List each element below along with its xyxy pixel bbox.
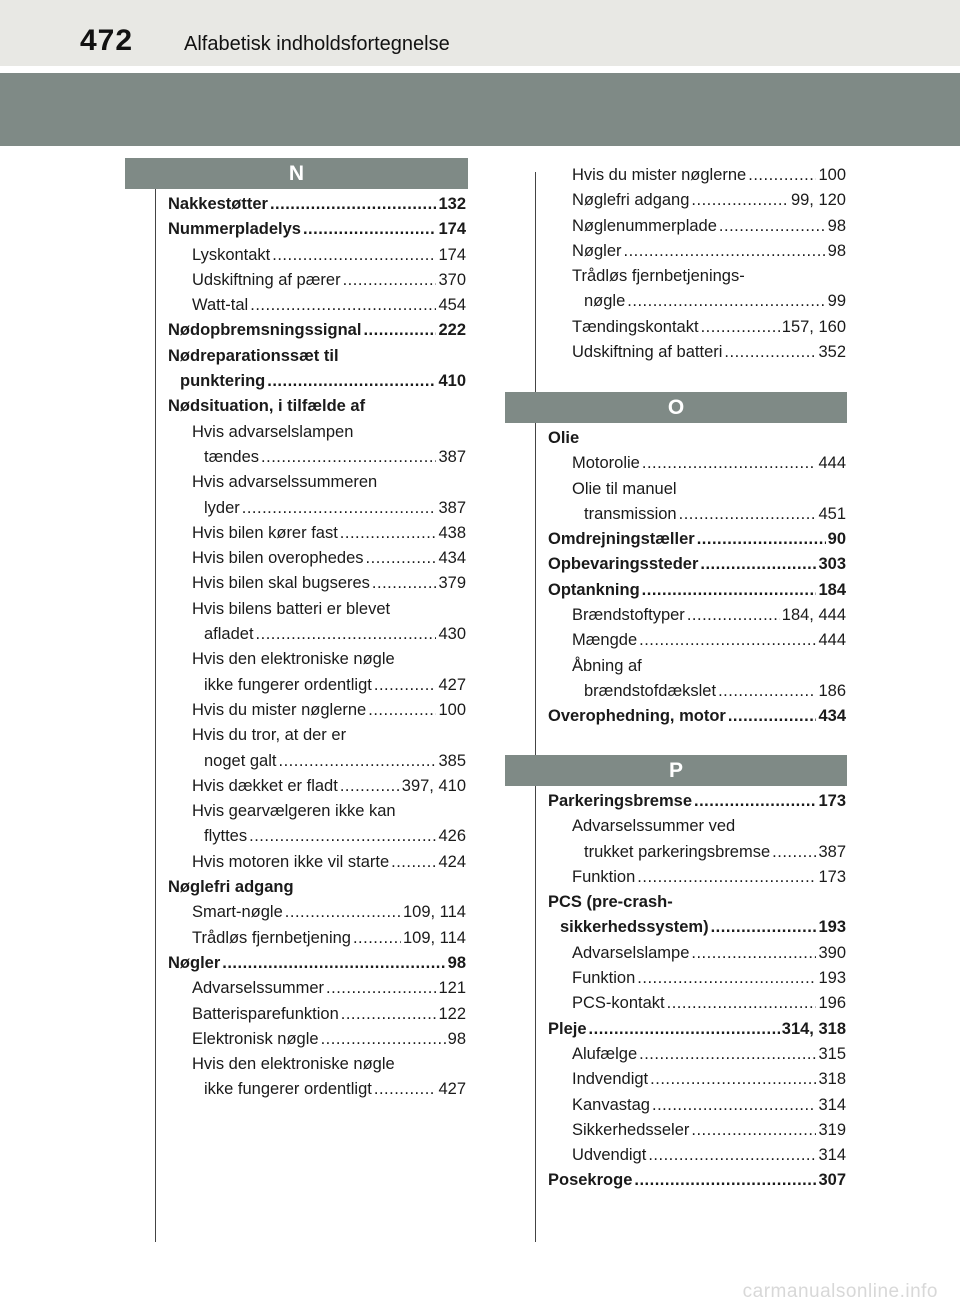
right-column-rule <box>535 172 536 1242</box>
dot-leader <box>270 192 437 217</box>
index-entry-text: Olie <box>548 429 580 447</box>
index-entry <box>168 1027 466 1052</box>
index-entry-page: 434 <box>438 549 466 568</box>
index-entry-text: Elektronisk nøgle <box>192 1029 319 1048</box>
index-entry <box>548 890 846 915</box>
index-entry-page: 454 <box>438 296 466 315</box>
dot-leader <box>691 188 789 213</box>
dot-leader <box>772 840 816 865</box>
index-entry-page: 314 <box>818 1095 846 1114</box>
index-entry-text: Advarselssummer <box>192 979 325 998</box>
index-entry-text: Advarselslampe <box>572 943 690 962</box>
index-entry <box>168 875 466 900</box>
index-entry-page: 132 <box>438 195 466 213</box>
index-entry-page: 379 <box>438 574 466 593</box>
index-entry-text: Indvendigt <box>572 1070 649 1089</box>
dot-leader <box>724 340 816 365</box>
index-entry <box>548 1168 846 1193</box>
index-entry <box>168 597 466 622</box>
index-entry-page: 397, 410 <box>401 776 466 795</box>
index-entry-text: Åbning af <box>572 656 642 675</box>
index-column-right-top <box>548 163 846 365</box>
index-entry-text: Hvis du mister nøglerne <box>572 166 747 184</box>
index-entry-page: 109, 114 <box>402 928 466 947</box>
index-entry-page: 173 <box>818 792 846 810</box>
index-entry-page: 98 <box>827 241 846 260</box>
section-header-p: P <box>505 755 847 786</box>
index-entry <box>548 451 846 476</box>
index-entry <box>168 951 466 976</box>
index-entry-text: Posekroge <box>548 1171 633 1190</box>
dot-leader <box>391 850 436 875</box>
index-entry <box>548 477 846 502</box>
dot-leader <box>222 951 445 976</box>
index-entry <box>168 268 466 293</box>
index-entry-text: Nakkestøtter <box>168 195 268 213</box>
dot-leader <box>341 1002 437 1027</box>
index-entry <box>168 470 466 495</box>
dot-leader <box>642 451 817 476</box>
index-entry-page: 387 <box>438 498 466 517</box>
dot-leader <box>637 865 816 890</box>
index-entry <box>168 496 466 521</box>
index-entry <box>168 546 466 571</box>
index-entry-text: Watt-tal <box>192 296 249 315</box>
index-entry <box>548 340 846 365</box>
dot-leader <box>748 163 816 188</box>
index-entry-text: Nødopbremsningssignal <box>168 321 362 340</box>
dot-leader <box>326 976 436 1001</box>
dot-leader <box>340 521 437 546</box>
page-title: Alfabetisk indholdsfortegnelse <box>184 33 450 55</box>
index-entry-page: 99 <box>827 292 846 311</box>
index-entry-page: 99, 120 <box>790 191 846 210</box>
index-entry-text: Hvis bilen kører fast <box>192 523 338 542</box>
index-entry-page: 427 <box>438 675 466 694</box>
index-entry-text: Smart-nøgle <box>192 903 283 922</box>
dot-leader <box>648 1143 816 1168</box>
index-entry-page: 319 <box>818 1120 846 1139</box>
index-entry-page: 184 <box>818 580 846 599</box>
index-column-left <box>168 192 466 1103</box>
index-entry-text: brændstofdækslet <box>584 681 717 700</box>
dot-leader <box>639 1042 816 1067</box>
dot-leader <box>642 578 817 603</box>
index-entry-text: tændes <box>204 447 260 466</box>
index-entry <box>548 814 846 839</box>
dot-leader <box>728 704 817 729</box>
index-entry-page: 109, 114 <box>402 903 466 922</box>
index-entry-page: 307 <box>818 1171 846 1190</box>
index-entry-text: punktering <box>180 372 266 391</box>
header-bar <box>0 0 960 66</box>
index-entry-text: Hvis du tror, at der er <box>192 726 347 745</box>
index-entry-text: Kanvastag <box>572 1095 650 1114</box>
index-entry-text: Olie til manuel <box>572 479 677 498</box>
index-entry-text: Advarselssummer ved <box>572 817 736 836</box>
index-entry <box>168 1077 466 1102</box>
index-entry <box>548 966 846 991</box>
index-entry-text: Nøglefri adgang <box>168 878 294 897</box>
index-entry <box>168 900 466 925</box>
index-entry-text: Hvis den elektroniske nøgle <box>192 650 395 669</box>
section-header-o: O <box>505 392 847 423</box>
index-entry-text: nøgle <box>584 292 626 311</box>
dot-leader <box>687 603 780 628</box>
index-entry <box>548 188 846 213</box>
index-entry-page: 434 <box>818 707 846 726</box>
index-entry <box>548 163 846 188</box>
index-entry-page: 90 <box>827 530 846 549</box>
index-entry-text: ikke fungerer ordentligt <box>204 675 372 694</box>
dot-leader <box>701 315 780 340</box>
index-entry-text: Mængde <box>572 631 638 650</box>
index-entry <box>548 840 846 865</box>
dot-leader <box>343 268 437 293</box>
dot-leader <box>374 1077 437 1102</box>
index-entry-page: 122 <box>438 1004 466 1023</box>
index-column-right-o <box>548 426 846 730</box>
index-entry <box>548 915 846 940</box>
index-entry <box>168 192 466 217</box>
index-entry-text: Opbevaringssteder <box>548 555 699 574</box>
dot-leader <box>718 679 816 704</box>
index-entry-text: Hvis advarselslampen <box>192 422 354 441</box>
index-entry <box>168 521 466 546</box>
dot-leader <box>278 749 436 774</box>
dot-leader <box>374 673 437 698</box>
dot-leader <box>700 552 816 577</box>
index-entry-page: 222 <box>438 321 466 340</box>
index-entry-text: Nøgler <box>168 953 221 972</box>
index-entry <box>168 420 466 445</box>
index-entry <box>168 369 466 394</box>
dot-leader <box>697 527 826 552</box>
index-entry-text: Nøgler <box>572 241 622 260</box>
index-entry-page: 100 <box>818 166 846 184</box>
index-entry-text: Pleje <box>548 1019 587 1038</box>
index-entry-text: Lyskontakt <box>192 245 271 264</box>
index-entry-page: 98 <box>827 216 846 235</box>
index-entry-text: Motorolie <box>572 454 640 473</box>
index-entry <box>168 976 466 1001</box>
index-entry-text: trukket parkeringsbremse <box>584 842 771 861</box>
dot-leader <box>285 900 401 925</box>
index-entry <box>168 394 466 419</box>
index-entry-text: noget galt <box>204 751 277 770</box>
dot-leader <box>249 824 436 849</box>
index-entry <box>168 749 466 774</box>
index-entry-page: 387 <box>438 447 466 466</box>
index-entry <box>548 264 846 289</box>
index-entry <box>548 502 846 527</box>
index-entry <box>548 289 846 314</box>
index-entry <box>168 293 466 318</box>
index-entry-page: 444 <box>818 454 846 473</box>
index-entry-text: Nøglenummerplade <box>572 216 717 235</box>
index-entry <box>168 799 466 824</box>
dot-leader <box>650 1067 816 1092</box>
dot-leader <box>256 622 437 647</box>
index-entry-page: 451 <box>818 504 846 523</box>
index-entry <box>548 315 846 340</box>
index-entry <box>548 1067 846 1092</box>
index-entry <box>548 239 846 264</box>
index-entry <box>548 1093 846 1118</box>
index-entry-page: 387 <box>818 842 846 861</box>
index-entry <box>168 850 466 875</box>
index-entry-text: Hvis dækket er fladt <box>192 776 338 795</box>
index-entry <box>168 926 466 951</box>
index-entry <box>168 344 466 369</box>
dot-leader <box>321 1027 446 1052</box>
index-column-right-p <box>548 789 846 1194</box>
index-entry <box>548 789 846 814</box>
index-entry-text: Optankning <box>548 580 640 599</box>
index-entry-text: Trådløs fjernbetjening <box>192 928 351 947</box>
dot-leader <box>589 1017 780 1042</box>
index-entry-text: PCS-kontakt <box>572 994 665 1013</box>
index-entry <box>548 679 846 704</box>
dot-leader <box>303 217 437 242</box>
index-entry-text: Omdrejningstæller <box>548 530 695 549</box>
index-entry-text: transmission <box>584 504 677 523</box>
index-entry-page: 303 <box>818 555 846 574</box>
dot-leader <box>261 445 436 470</box>
index-entry <box>168 445 466 470</box>
index-entry-page: 100 <box>438 700 466 719</box>
index-entry <box>168 571 466 596</box>
index-entry-text: Sikkerhedsseler <box>572 1120 690 1139</box>
index-entry-page: 430 <box>438 625 466 644</box>
index-entry-text: flyttes <box>204 827 248 846</box>
index-entry <box>168 1002 466 1027</box>
index-entry-text: Hvis bilen overophedes <box>192 549 364 568</box>
index-entry-page: 157, 160 <box>781 317 846 336</box>
index-entry-text: Hvis advarselssummeren <box>192 473 378 492</box>
index-entry-text: Alufælge <box>572 1044 638 1063</box>
index-entry <box>548 214 846 239</box>
index-entry-page: 193 <box>818 969 846 988</box>
index-entry <box>548 654 846 679</box>
index-entry <box>168 1052 466 1077</box>
dot-leader <box>242 496 437 521</box>
index-entry-text: afladet <box>204 625 254 644</box>
index-entry-text: Nøglefri adgang <box>572 191 690 210</box>
index-entry <box>548 552 846 577</box>
left-column-rule <box>155 172 156 1242</box>
index-entry-text: PCS (pre-crash- <box>548 893 673 912</box>
dot-leader <box>267 369 436 394</box>
index-entry-page: 193 <box>818 918 846 937</box>
index-entry-page: 174 <box>438 220 466 239</box>
index-entry-text: Hvis den elektroniske nøgle <box>192 1055 395 1074</box>
index-entry-text: Parkeringsbremse <box>548 792 692 810</box>
dot-leader <box>353 926 401 951</box>
index-entry-text: Hvis bilens batteri er blevet <box>192 599 391 618</box>
index-entry <box>168 723 466 748</box>
index-entry <box>548 527 846 552</box>
dot-leader <box>250 293 436 318</box>
index-entry-text: Trådløs fjernbetjenings- <box>572 267 745 286</box>
index-entry <box>168 647 466 672</box>
index-entry-page: 438 <box>438 523 466 542</box>
page-number: 472 <box>80 24 134 57</box>
index-entry-page: 186 <box>818 681 846 700</box>
dot-leader <box>637 966 816 991</box>
dot-leader <box>372 571 437 596</box>
dot-leader <box>694 789 816 814</box>
index-entry <box>548 578 846 603</box>
index-entry-text: Hvis bilen skal bugseres <box>192 574 370 593</box>
index-entry-text: ikke fungerer ordentligt <box>204 1080 372 1099</box>
dot-leader <box>719 214 826 239</box>
index-entry-text: Overophedning, motor <box>548 707 726 726</box>
dot-leader <box>366 546 437 571</box>
watermark: carmanualsonline.info <box>742 1281 938 1302</box>
index-entry <box>548 628 846 653</box>
dot-leader <box>368 698 436 723</box>
dot-leader <box>667 991 817 1016</box>
index-entry-text: Hvis du mister nøglerne <box>192 700 367 719</box>
dot-leader <box>363 318 436 343</box>
index-entry-text: Udvendigt <box>572 1146 647 1165</box>
index-entry-text: Hvis gearvælgeren ikke kan <box>192 802 396 821</box>
index-entry-text: Nødreparationssæt til <box>168 346 339 365</box>
index-entry <box>548 603 846 628</box>
index-entry <box>168 698 466 723</box>
index-entry-text: Brændstoftyper <box>572 606 685 625</box>
index-entry <box>168 217 466 242</box>
dot-leader <box>272 243 436 268</box>
dot-leader <box>691 1118 816 1143</box>
index-entry <box>168 243 466 268</box>
index-entry-text: Nødsituation, i tilfælde af <box>168 397 366 416</box>
index-entry <box>548 941 846 966</box>
index-entry <box>548 1017 846 1042</box>
dot-leader <box>711 915 817 940</box>
index-entry-page: 352 <box>818 343 846 362</box>
index-entry-page: 427 <box>438 1080 466 1099</box>
index-entry-page: 318 <box>818 1070 846 1089</box>
index-entry-text: sikkerhedssystem) <box>560 918 709 937</box>
index-entry-page: 98 <box>447 1029 466 1048</box>
index-entry <box>548 426 846 451</box>
section-header-n: N <box>125 158 468 189</box>
index-entry-page: 314, 318 <box>781 1019 846 1038</box>
dot-leader <box>627 289 825 314</box>
dot-leader <box>679 502 817 527</box>
index-entry <box>168 824 466 849</box>
index-entry-page: 410 <box>438 372 466 391</box>
index-entry <box>168 622 466 647</box>
index-entry-page: 173 <box>818 867 846 886</box>
index-entry-page: 390 <box>818 943 846 962</box>
index-entry-text: Tændingskontakt <box>572 317 699 336</box>
dot-leader <box>691 941 816 966</box>
index-entry-text: Batterisparefunktion <box>192 1004 339 1023</box>
index-entry <box>168 774 466 799</box>
index-entry-page: 314 <box>818 1146 846 1165</box>
index-entry-text: Hvis motoren ikke vil starte <box>192 852 390 871</box>
index-entry-page: 315 <box>818 1044 846 1063</box>
index-entry <box>548 704 846 729</box>
index-entry-text: Nummerpladelys <box>168 220 301 239</box>
dot-leader <box>652 1093 816 1118</box>
index-entry-text: Udskiftning af pærer <box>192 270 341 289</box>
index-entry <box>548 1042 846 1067</box>
index-entry <box>168 318 466 343</box>
dot-leader <box>624 239 826 264</box>
index-entry-page: 121 <box>438 979 466 998</box>
index-entry <box>548 865 846 890</box>
index-entry <box>548 991 846 1016</box>
index-entry-page: 196 <box>818 994 846 1013</box>
index-entry-page: 98 <box>447 953 466 972</box>
index-entry-page: 424 <box>438 852 466 871</box>
index-entry-text: Funktion <box>572 969 636 988</box>
header-band <box>0 73 960 146</box>
dot-leader <box>340 774 400 799</box>
index-entry <box>548 1143 846 1168</box>
index-entry-text: Udskiftning af batteri <box>572 343 723 362</box>
index-entry-page: 385 <box>438 751 466 770</box>
dot-leader <box>639 628 816 653</box>
index-entry <box>168 673 466 698</box>
index-entry <box>548 1118 846 1143</box>
index-entry-text: Funktion <box>572 867 636 886</box>
index-entry-text: lyder <box>204 498 240 517</box>
index-entry-page: 426 <box>438 827 466 846</box>
dot-leader <box>634 1168 816 1193</box>
index-entry-page: 174 <box>438 245 466 264</box>
index-entry-page: 184, 444 <box>781 606 846 625</box>
index-entry-page: 444 <box>818 631 846 650</box>
index-entry-page: 370 <box>438 270 466 289</box>
